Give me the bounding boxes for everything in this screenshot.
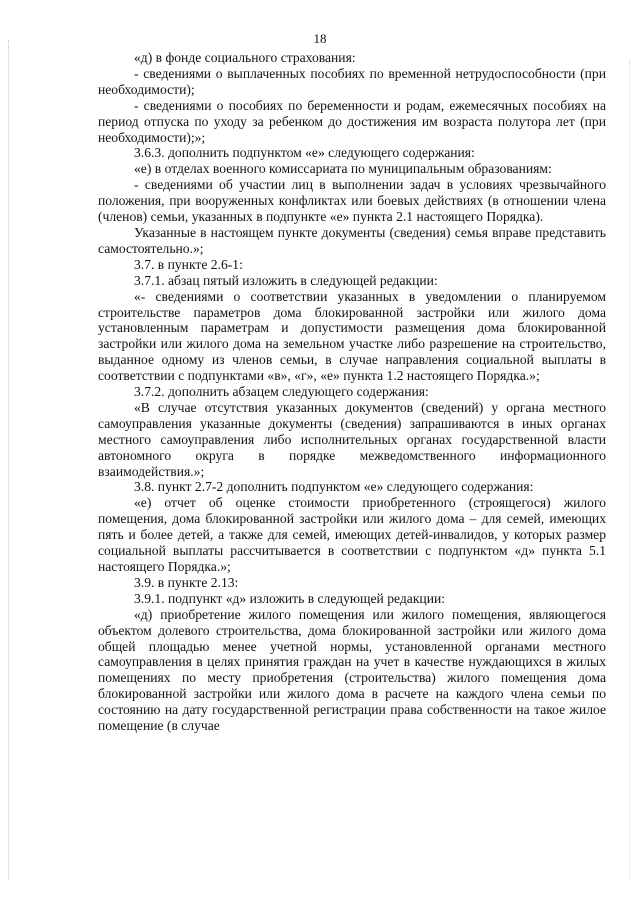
paragraph: «е) в отделах военного комиссариата по муниципальным образованиям: bbox=[134, 161, 552, 177]
paragraph: 3.7.2. дополнить абзацем следующего содержания: bbox=[134, 384, 429, 400]
paragraph: «е) отчет об оценке стоимости приобретенного (строящегося) жилого помещения, дома блокированной застройки или жилого дома – для семей, имеющих пять и более детей, а также для семей, имеющих детей-инвалидов, у которых размер социальной выплаты рассчитывается в соответствии с подпунктом «д» пункта 5.1 настоящего Порядка.»; bbox=[98, 495, 606, 574]
paragraph: «- сведениями о соответствии указанных в уведомлении о планируемом строительстве параметров дома блокированной застройки или жилого дома установленным параметрам и допустимости размещения дома блокированной застройки или жилого дома на земельном участке либо разрешение на строительство, выданное одному из членов семьи, в случае направления социальной выплаты в соответствии с подпунктами «в», «г», «е» пункта 1.2 настоящего Порядка.»; bbox=[98, 288, 606, 384]
paragraph: «В случае отсутствия указанных документов (сведений) у органа местного самоуправления указанные документы (сведения) запрашиваются в иных органах местного самоуправления либо исполнительных органах государственной власти автономного округа в порядке межведомственного информационного взаимодействия.»; bbox=[98, 399, 606, 479]
paragraph: - сведениями об участии лиц в выполнении задач в условиях чрезвычайного положения, при вооруженных конфликтах или боевых действиях (в отношении члена (членов) семьи, указанных в подпункте «е» пункта 2.1 настоящего Порядка). bbox=[98, 177, 606, 225]
paragraph: 3.7.1. абзац пятый изложить в следующей редакции: bbox=[134, 272, 438, 288]
paragraph: - сведениями о выплаченных пособиях по временной нетрудоспособности (при необходимости); bbox=[98, 65, 606, 97]
paragraph: Указанные в настоящем пункте документы (сведения) семья вправе представить самостоятельно.»; bbox=[98, 224, 606, 256]
paragraph: «д) в фонде социального страхования: bbox=[134, 50, 356, 65]
paragraph: 3.9. в пункте 2.13: bbox=[134, 574, 239, 590]
paragraph: 3.9.1. подпункт «д» изложить в следующей редакции: bbox=[134, 590, 446, 606]
scan-margin-right bbox=[629, 60, 634, 880]
paragraph: 3.6.3. дополнить подпунктом «е» следующего содержания: bbox=[134, 145, 475, 161]
document-body bbox=[98, 50, 606, 734]
paragraph: «д) приобретение жилого помещения или жилого помещения, являющегося объектом долевого строительства, дома блокированной застройки или жилого дома общей площадью менее учетной нормы, установленной органами местного самоуправления в целях принятия граждан на учет в качестве нуждающихся в жилых помещениях по месту приобретения (строительства) жилого помещения дома блокированной застройки или жилого дома в расчете на каждого члена семьи по состоянию на дату государственной регистрации права собственности на такое жилое помещение (в случае bbox=[98, 606, 606, 734]
paragraph: - сведениями о пособиях по беременности и родам, ежемесячных пособиях на период отпуска по уходу за ребенком до достижения им возраста полутора лет (при необходимости);»; bbox=[98, 97, 606, 145]
scan-margin-left bbox=[8, 40, 13, 880]
paragraph: 3.8. пункт 2.7-2 дополнить подпунктом «е» следующего содержания: bbox=[134, 479, 534, 495]
paragraph: 3.7. в пункте 2.6-1: bbox=[134, 256, 243, 272]
page-number: 18 bbox=[313, 31, 327, 46]
